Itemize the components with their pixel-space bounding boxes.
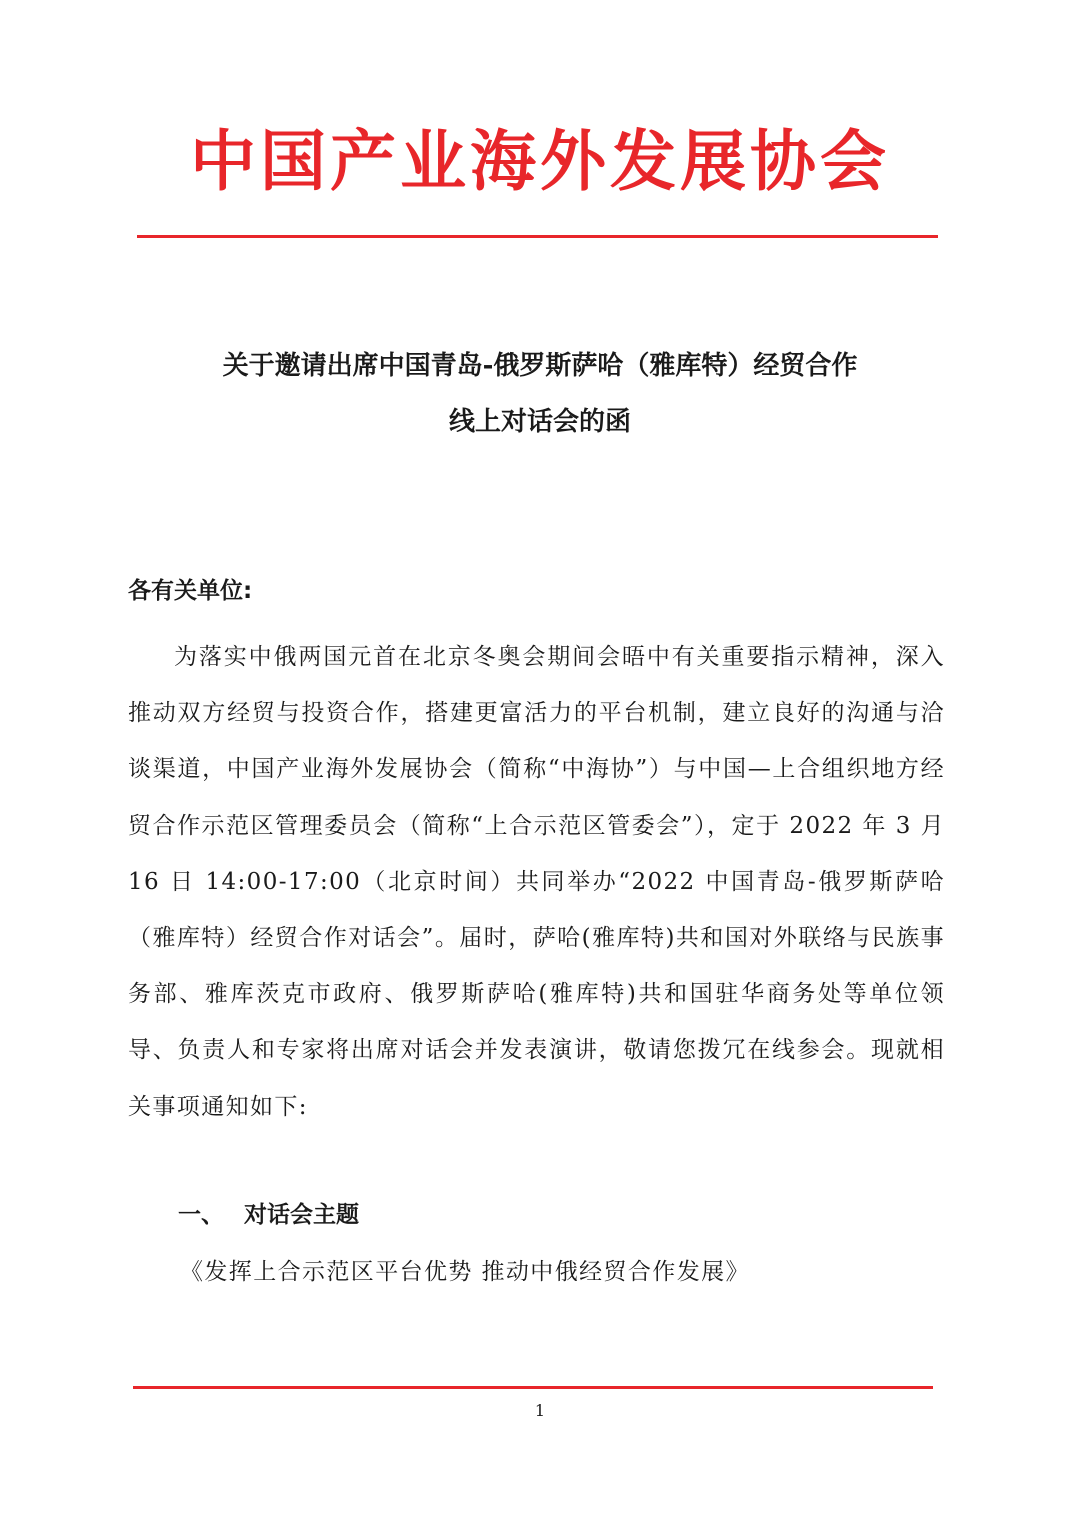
- letterhead-red-rule: [137, 235, 938, 238]
- section-heading-text: 对话会主题: [244, 1202, 359, 1228]
- salutation: 各有关单位:: [128, 578, 253, 604]
- section-heading: [178, 1197, 359, 1233]
- section-number: 一、: [178, 1202, 224, 1228]
- letterhead-organization-name: 中国产业海外发展协会: [190, 123, 890, 200]
- document-title-line-1: 关于邀请出席中国青岛-俄罗斯萨哈（雅库特）经贸合作: [222, 351, 858, 381]
- section-content: 《发挥上合示范区平台优势 推动中俄经贸合作发展》: [180, 1259, 750, 1285]
- footer-red-rule: [133, 1386, 933, 1389]
- body-paragraph: 为落实中俄两国元首在北京冬奥会期间会晤中有关重要指示精神，深入推动双方经贸与投资合作，搭建更富活力的平台机制，建立良好的沟通与洽谈渠道，中国产业海外发展协会（简称“中海协”）与中国—上合组织地方经贸合作示范区管理委员会（简称“上合示范区管委会”），定于 2022 年 3 月 16 日 14:00-17:00（北京时间）共同举办“2022 中国青岛-俄罗斯萨哈（雅库特）经贸合作对话会”。届时，萨哈(雅库特)共和国对外联络与民族事务部、雅库茨克市政府、俄罗斯萨哈(雅库特)共和国驻华商务处等单位领导、负责人和专家将出席对话会并发表演讲，敬请您拨冗在线参会。现就相关事项通知如下:: [128, 644, 945, 1120]
- page-number: 1: [534, 1401, 546, 1420]
- document-title-line-2: 线上对话会的函: [448, 407, 631, 437]
